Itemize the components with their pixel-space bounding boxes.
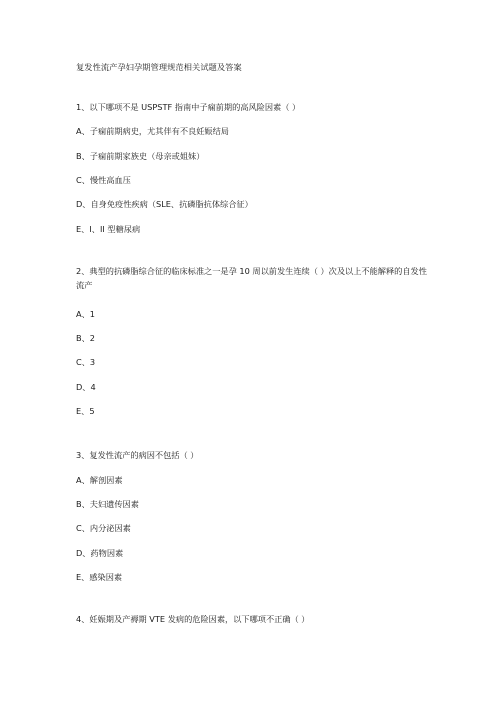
question-2-option-b: B、2	[76, 333, 96, 343]
question-2-option-d: D、4	[76, 382, 96, 392]
question-1-stem: 1、以下哪项不是 USPSTF 指南中子痫前期的高风险因素（ ）	[76, 102, 301, 112]
question-4-stem: 4、妊娠期及产褥期 VTE 发病的危险因素，以下哪项不正确（ ）	[76, 614, 310, 624]
question-2-stem: 2、典型的抗磷脂综合征的临床标准之一是孕 10 周以前发生连续（ ）次及以上不能解释的自发性流产	[76, 266, 427, 290]
question-1-option-c: C、慢性高血压	[76, 175, 131, 185]
question-3-option-c: C、内分泌因素	[76, 523, 131, 533]
question-3-stem: 3、复发性流产的病因不包括（ ）	[76, 450, 199, 460]
question-2-option-a: A、1	[76, 309, 95, 319]
document-title: 复发性流产孕妇孕期管理规范相关试题及答案	[76, 62, 242, 72]
question-3-option-b: B、夫妇遗传因素	[76, 499, 139, 509]
question-1-option-e: E、I、II 型糖尿病	[76, 224, 141, 234]
question-1-option-a: A、子痫前期病史，尤其伴有不良妊娠结局	[76, 126, 229, 136]
question-1-option-d: D、自身免疫性疾病（SLE、抗磷脂抗体综合征）	[76, 199, 253, 209]
question-3-option-e: E、感染因素	[76, 572, 123, 582]
question-2-option-c: C、3	[76, 357, 96, 367]
question-3-option-a: A、解剖因素	[76, 475, 123, 485]
question-3-option-d: D、药物因素	[76, 548, 124, 558]
question-1-option-b: B、子痫前期家族史（母亲或姐妹）	[76, 151, 205, 161]
question-2-option-e: E、5	[76, 406, 95, 416]
